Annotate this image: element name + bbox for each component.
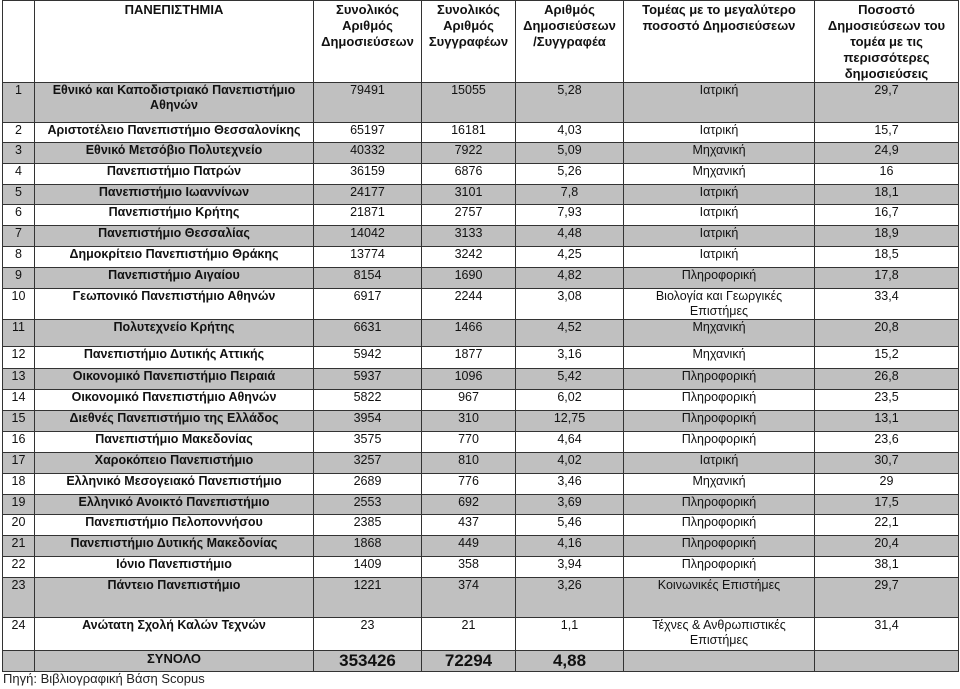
top-field-pct-cell: 15,7 — [815, 123, 959, 143]
total-authors-cell: 21 — [422, 618, 516, 651]
university-name: Πανεπιστήμιο Πατρών — [35, 164, 314, 185]
rank-cell: 1 — [3, 83, 35, 123]
top-field-pct-cell: 29 — [815, 474, 959, 495]
table-row — [3, 618, 959, 651]
university-name: Δημοκρίτειο Πανεπιστήμιο Θράκης — [35, 247, 314, 268]
top-field-pct-cell: 29,7 — [815, 578, 959, 618]
rank-cell: 2 — [3, 123, 35, 143]
header-top-field: Τομέας με το μεγαλύτερο ποσοστό Δημοσιεύσεων — [624, 1, 815, 83]
top-field-pct-cell: 18,5 — [815, 247, 959, 268]
table-row — [3, 205, 959, 226]
rank-cell: 7 — [3, 226, 35, 247]
top-field-cell: Ιατρική — [624, 453, 815, 474]
top-field-pct-cell: 18,1 — [815, 185, 959, 205]
table-row — [3, 369, 959, 390]
total-authors-cell: 1466 — [422, 320, 516, 347]
top-field-cell: Κοινωνικές Επιστήμες — [624, 578, 815, 618]
table-row — [3, 495, 959, 515]
rank-cell: 23 — [3, 578, 35, 618]
rank-cell: 19 — [3, 495, 35, 515]
header-rank — [3, 1, 35, 83]
rank-cell: 20 — [3, 515, 35, 536]
table-row — [3, 143, 959, 164]
top-field-cell: Πληροφορική — [624, 390, 815, 411]
pubs-per-author-cell: 5,26 — [516, 164, 624, 185]
total-publications-cell: 24177 — [314, 185, 422, 205]
table-row — [3, 226, 959, 247]
pubs-per-author-cell: 5,42 — [516, 369, 624, 390]
top-field-cell: Μηχανική — [624, 164, 815, 185]
university-name: Χαροκόπειο Πανεπιστήμιο — [35, 453, 314, 474]
total-authors-cell: 6876 — [422, 164, 516, 185]
top-field-pct-cell: 20,4 — [815, 536, 959, 557]
top-field-pct-cell: 26,8 — [815, 369, 959, 390]
top-field-cell: Ιατρική — [624, 185, 815, 205]
table-row — [3, 474, 959, 495]
top-field-pct-cell: 23,5 — [815, 390, 959, 411]
university-name: Γεωπονικό Πανεπιστήμιο Αθηνών — [35, 289, 314, 320]
pubs-per-author-cell: 3,69 — [516, 495, 624, 515]
university-name: Εθνικό Μετσόβιο Πολυτεχνείο — [35, 143, 314, 164]
total-publications-cell: 79491 — [314, 83, 422, 123]
pubs-per-author-cell: 5,46 — [516, 515, 624, 536]
pubs-per-author-cell: 7,8 — [516, 185, 624, 205]
university-name: Πανεπιστήμιο Κρήτης — [35, 205, 314, 226]
table-row — [3, 268, 959, 289]
pubs-per-author-cell: 12,75 — [516, 411, 624, 432]
total-publications-cell: 8154 — [314, 268, 422, 289]
total-publications-cell: 3257 — [314, 453, 422, 474]
table-row — [3, 557, 959, 578]
total-authors-cell: 16181 — [422, 123, 516, 143]
top-field-cell: Πληροφορική — [624, 411, 815, 432]
total-authors-cell: 1096 — [422, 369, 516, 390]
top-field-pct-cell: 20,8 — [815, 320, 959, 347]
top-field-pct-cell: 18,9 — [815, 226, 959, 247]
pubs-per-author-cell: 6,02 — [516, 390, 624, 411]
pubs-per-author-cell: 5,28 — [516, 83, 624, 123]
university-name: Πανεπιστήμιο Πελοποννήσου — [35, 515, 314, 536]
university-name: Πανεπιστήμιο Δυτικής Μακεδονίας — [35, 536, 314, 557]
top-field-pct-cell: 16 — [815, 164, 959, 185]
university-name: Ελληνικό Ανοικτό Πανεπιστήμιο — [35, 495, 314, 515]
university-name: Ανώτατη Σχολή Καλών Τεχνών — [35, 618, 314, 651]
table-row — [3, 289, 959, 320]
total-rank — [3, 651, 35, 672]
top-field-pct-cell: 24,9 — [815, 143, 959, 164]
total-authors-cell: 3133 — [422, 226, 516, 247]
rank-cell: 5 — [3, 185, 35, 205]
header-pubs-per-author: Αριθμός Δημοσιεύσεων /Συγγραφέα — [516, 1, 624, 83]
total-authors-cell: 810 — [422, 453, 516, 474]
top-field-cell: Πληροφορική — [624, 432, 815, 453]
total-authors-cell: 1690 — [422, 268, 516, 289]
pubs-per-author-cell: 4,52 — [516, 320, 624, 347]
table-row — [3, 83, 959, 123]
total-publications-cell: 23 — [314, 618, 422, 651]
table-row — [3, 432, 959, 453]
pubs-per-author-cell: 1,1 — [516, 618, 624, 651]
total-publications-cell: 14042 — [314, 226, 422, 247]
table-row — [3, 123, 959, 143]
pubs-per-author-cell: 3,46 — [516, 474, 624, 495]
total-publications-cell: 13774 — [314, 247, 422, 268]
header-universities: ΠΑΝΕΠΙΣΤΗΜΙΑ — [35, 1, 314, 83]
top-field-pct-cell: 23,6 — [815, 432, 959, 453]
total-field — [624, 651, 815, 672]
rank-cell: 6 — [3, 205, 35, 226]
top-field-cell: Ιατρική — [624, 226, 815, 247]
header-total-publications: Συνολικός Αριθμός Δημοσιεύσεων — [314, 1, 422, 83]
total-publications-cell: 2553 — [314, 495, 422, 515]
total-publications-cell: 21871 — [314, 205, 422, 226]
university-name: Οικονομικό Πανεπιστήμιο Αθηνών — [35, 390, 314, 411]
table-row — [3, 347, 959, 369]
university-name: Πανεπιστήμιο Ιωαννίνων — [35, 185, 314, 205]
top-field-cell: Ιατρική — [624, 123, 815, 143]
rank-cell: 22 — [3, 557, 35, 578]
table-row — [3, 411, 959, 432]
top-field-cell: Μηχανική — [624, 347, 815, 369]
rank-cell: 21 — [3, 536, 35, 557]
source-note: Πηγή: Βιβλιογραφική Βάση Scopus — [3, 671, 205, 686]
table-row — [3, 515, 959, 536]
university-name: Οικονομικό Πανεπιστήμιο Πειραιά — [35, 369, 314, 390]
university-name: Διεθνές Πανεπιστήμιο της Ελλάδος — [35, 411, 314, 432]
university-name: Πανεπιστήμιο Δυτικής Αττικής — [35, 347, 314, 369]
table-row — [3, 390, 959, 411]
table-row — [3, 185, 959, 205]
total-row — [3, 651, 959, 672]
top-field-pct-cell: 29,7 — [815, 83, 959, 123]
rank-cell: 11 — [3, 320, 35, 347]
top-field-pct-cell: 22,1 — [815, 515, 959, 536]
table-row — [3, 578, 959, 618]
top-field-cell: Πληροφορική — [624, 495, 815, 515]
pubs-per-author-cell: 4,16 — [516, 536, 624, 557]
rank-cell: 4 — [3, 164, 35, 185]
pubs-per-author-cell: 3,08 — [516, 289, 624, 320]
top-field-cell: Ιατρική — [624, 83, 815, 123]
university-name: Αριστοτέλειο Πανεπιστήμιο Θεσσαλονίκης — [35, 123, 314, 143]
university-name: Ιόνιο Πανεπιστήμιο — [35, 557, 314, 578]
total-publications: 353426 — [314, 651, 422, 672]
rank-cell: 12 — [3, 347, 35, 369]
total-publications-cell: 1221 — [314, 578, 422, 618]
rank-cell: 24 — [3, 618, 35, 651]
pubs-per-author-cell: 4,64 — [516, 432, 624, 453]
pubs-per-author-cell: 3,16 — [516, 347, 624, 369]
total-authors-cell: 358 — [422, 557, 516, 578]
header-row — [3, 1, 959, 83]
total-authors-cell: 449 — [422, 536, 516, 557]
top-field-cell: Πληροφορική — [624, 268, 815, 289]
top-field-cell: Ιατρική — [624, 205, 815, 226]
pubs-per-author-cell: 5,09 — [516, 143, 624, 164]
total-authors-cell: 2757 — [422, 205, 516, 226]
total-publications-cell: 40332 — [314, 143, 422, 164]
table-row — [3, 320, 959, 347]
total-authors-cell: 15055 — [422, 83, 516, 123]
pubs-per-author-cell: 4,82 — [516, 268, 624, 289]
universities-publications-table — [2, 0, 959, 672]
pubs-per-author-cell: 4,03 — [516, 123, 624, 143]
pubs-per-author-cell: 4,25 — [516, 247, 624, 268]
top-field-pct-cell: 17,8 — [815, 268, 959, 289]
pubs-per-author-cell: 4,02 — [516, 453, 624, 474]
rank-cell: 16 — [3, 432, 35, 453]
rank-cell: 18 — [3, 474, 35, 495]
total-publications-cell: 3954 — [314, 411, 422, 432]
top-field-cell: Μηχανική — [624, 143, 815, 164]
top-field-pct-cell: 33,4 — [815, 289, 959, 320]
total-publications-cell: 6631 — [314, 320, 422, 347]
total-authors-cell: 437 — [422, 515, 516, 536]
university-name: Πολυτεχνείο Κρήτης — [35, 320, 314, 347]
pubs-per-author-cell: 7,93 — [516, 205, 624, 226]
total-publications-cell: 5822 — [314, 390, 422, 411]
header-top-field-pct: Ποσοστό Δημοσιεύσεων του τομέα με τις περισσότερες δημοσιεύσεις — [815, 1, 959, 83]
total-publications-cell: 2385 — [314, 515, 422, 536]
top-field-cell: Πληροφορική — [624, 557, 815, 578]
rank-cell: 17 — [3, 453, 35, 474]
rank-cell: 13 — [3, 369, 35, 390]
total-publications-cell: 1868 — [314, 536, 422, 557]
total-authors-cell: 3101 — [422, 185, 516, 205]
total-authors-cell: 967 — [422, 390, 516, 411]
total-authors-cell: 770 — [422, 432, 516, 453]
header-total-authors: Συνολικός Αριθμός Συγγραφέων — [422, 1, 516, 83]
total-publications-cell: 6917 — [314, 289, 422, 320]
university-name: Πανεπιστήμιο Αιγαίου — [35, 268, 314, 289]
top-field-cell: Πληροφορική — [624, 536, 815, 557]
university-name: Πανεπιστήμιο Θεσσαλίας — [35, 226, 314, 247]
rank-cell: 3 — [3, 143, 35, 164]
table-row — [3, 247, 959, 268]
top-field-cell: Μηχανική — [624, 474, 815, 495]
total-label: ΣΥΝΟΛΟ — [35, 651, 314, 672]
total-publications-cell: 1409 — [314, 557, 422, 578]
pubs-per-author-cell: 3,94 — [516, 557, 624, 578]
total-publications-cell: 2689 — [314, 474, 422, 495]
top-field-pct-cell: 30,7 — [815, 453, 959, 474]
top-field-pct-cell: 13,1 — [815, 411, 959, 432]
top-field-cell: Βιολογία και Γεωργικές Επιστήμες — [624, 289, 815, 320]
total-publications-cell: 36159 — [314, 164, 422, 185]
table-row — [3, 164, 959, 185]
total-publications-cell: 65197 — [314, 123, 422, 143]
rank-cell: 8 — [3, 247, 35, 268]
top-field-cell: Τέχνες & Ανθρωπιστικές Επιστήμες — [624, 618, 815, 651]
rank-cell: 14 — [3, 390, 35, 411]
total-publications-cell: 5942 — [314, 347, 422, 369]
total-authors-cell: 3242 — [422, 247, 516, 268]
university-name: Πάντειο Πανεπιστήμιο — [35, 578, 314, 618]
total-authors-cell: 2244 — [422, 289, 516, 320]
top-field-cell: Ιατρική — [624, 247, 815, 268]
total-publications-cell: 5937 — [314, 369, 422, 390]
total-ratio: 4,88 — [516, 651, 624, 672]
top-field-pct-cell: 38,1 — [815, 557, 959, 578]
university-name: Εθνικό και Καποδιστριακό Πανεπιστήμιο Αθηνών — [35, 83, 314, 123]
pubs-per-author-cell: 3,26 — [516, 578, 624, 618]
total-authors-cell: 692 — [422, 495, 516, 515]
total-authors-cell: 310 — [422, 411, 516, 432]
university-name: Ελληνικό Μεσογειακό Πανεπιστήμιο — [35, 474, 314, 495]
top-field-cell: Μηχανική — [624, 320, 815, 347]
top-field-cell: Πληροφορική — [624, 369, 815, 390]
total-authors-cell: 7922 — [422, 143, 516, 164]
top-field-pct-cell: 31,4 — [815, 618, 959, 651]
total-authors-cell: 374 — [422, 578, 516, 618]
total-authors-cell: 1877 — [422, 347, 516, 369]
university-name: Πανεπιστήμιο Μακεδονίας — [35, 432, 314, 453]
total-authors: 72294 — [422, 651, 516, 672]
table-body — [3, 83, 959, 651]
rank-cell: 9 — [3, 268, 35, 289]
total-publications-cell: 3575 — [314, 432, 422, 453]
pubs-per-author-cell: 4,48 — [516, 226, 624, 247]
table-row — [3, 536, 959, 557]
total-authors-cell: 776 — [422, 474, 516, 495]
total-pct — [815, 651, 959, 672]
rank-cell: 15 — [3, 411, 35, 432]
table-row — [3, 453, 959, 474]
top-field-cell: Πληροφορική — [624, 515, 815, 536]
rank-cell: 10 — [3, 289, 35, 320]
top-field-pct-cell: 17,5 — [815, 495, 959, 515]
top-field-pct-cell: 15,2 — [815, 347, 959, 369]
top-field-pct-cell: 16,7 — [815, 205, 959, 226]
